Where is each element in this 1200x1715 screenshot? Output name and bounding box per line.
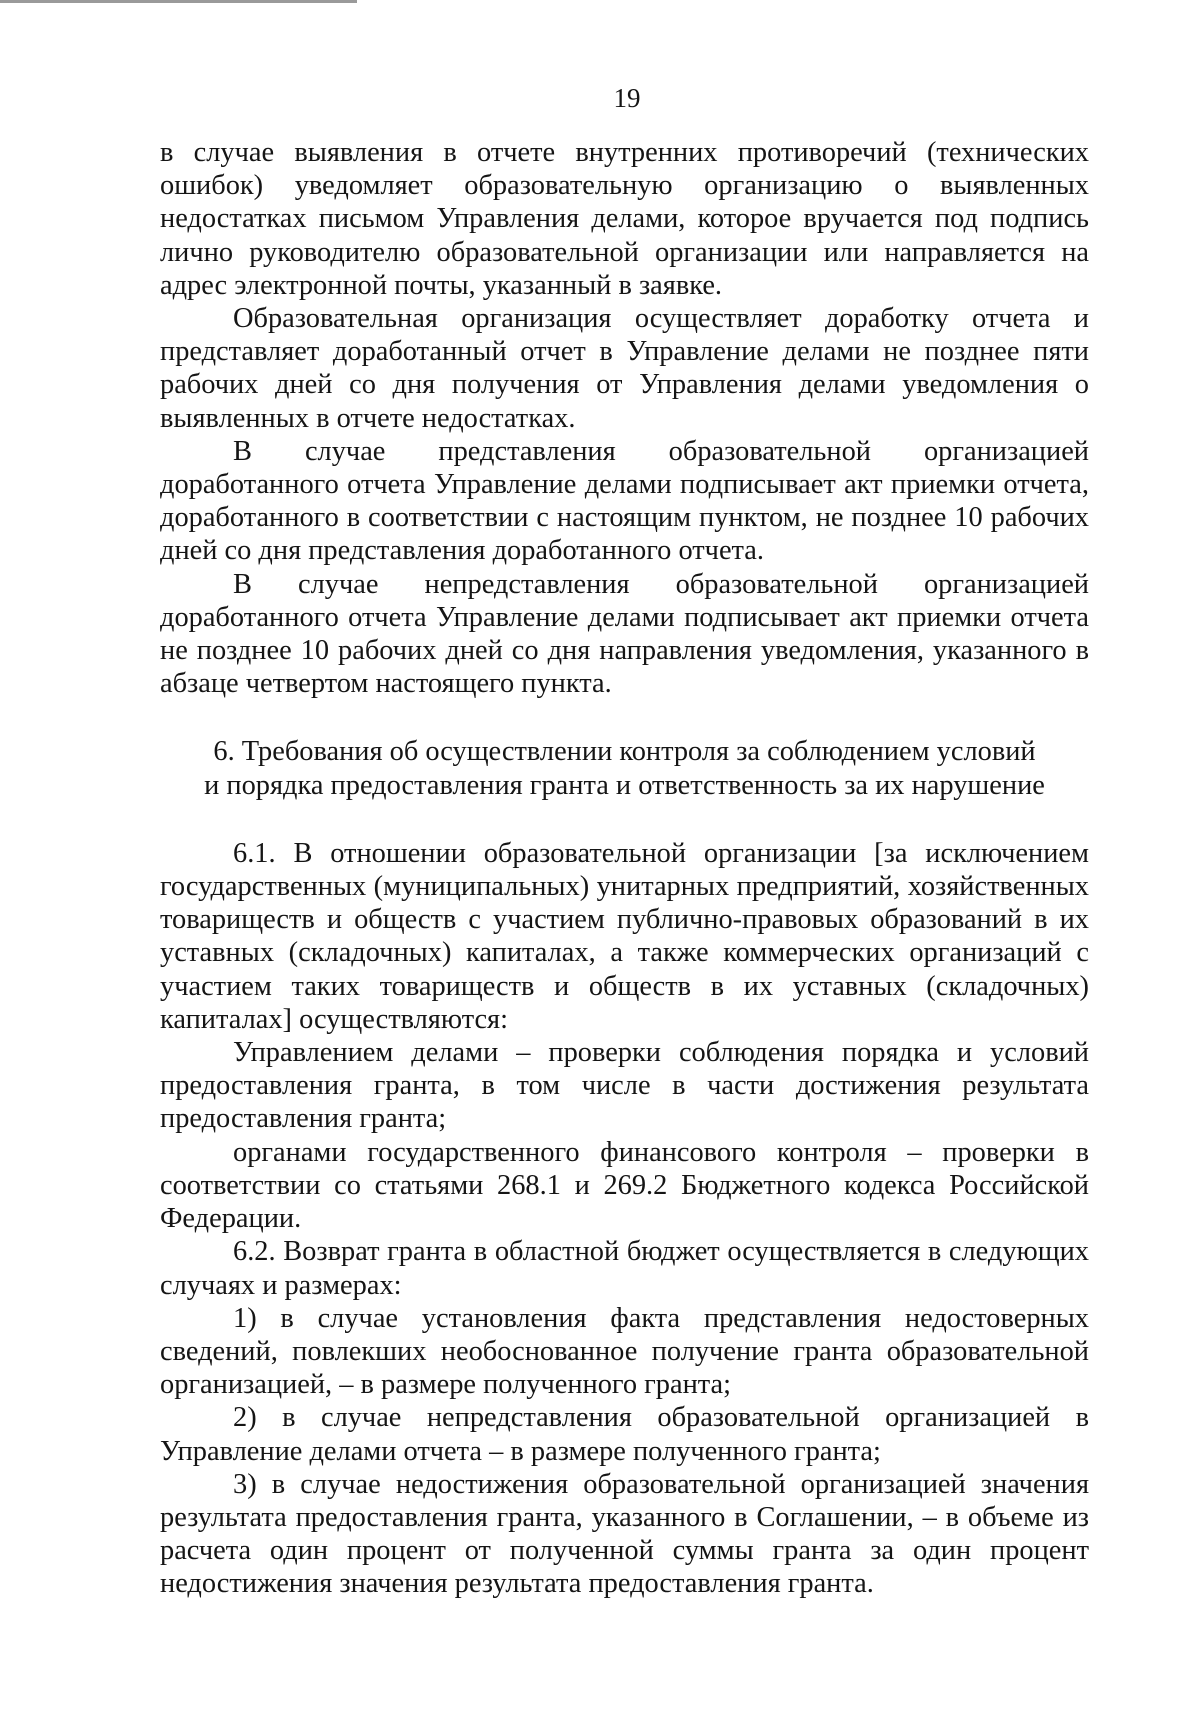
paragraph: органами государственного финансового контроля – проверки в соответствии со статьями 268.1 и 269.2 Бюджетного кодекса Российской Федерации.: [160, 1136, 1089, 1235]
paragraph: 6.2. Возврат гранта в областной бюджет осуществляется в следующих случаях и размерах:: [160, 1236, 1089, 1301]
paragraph: 2) в случае непредставления образовательной организацией в Управление делами отчета – в размере полученного гранта;: [160, 1402, 1089, 1467]
section-heading-line: 6. Требования об осуществлении контроля за соблюдением условий: [213, 736, 1036, 768]
document-body: [160, 136, 1089, 1601]
paragraph: в случае выявления в отчете внутренних противоречий (технических ошибок) уведомляет образовательную организацию о выявленных недостатках письмом Управления делами, которое вручается под подпись лично руководителю образовательной организации или направляется на адрес электронной почты, указанный в заявке.: [160, 137, 1089, 301]
paragraph: 3) в случае недостижения образовательной организацией значения результата предоставления гранта, указанного в Соглашении, – в объеме из расчета один процент от полученной суммы гранта за один процент недостижения значения результата предоставления гранта.: [160, 1468, 1089, 1600]
paragraph: В случае представления образовательной организацией доработанного отчета Управление делами подписывает акт приемки отчета, доработанного в соответствии с настоящим пунктом, не позднее 10 рабочих дней со дня представления доработанного отчета.: [160, 435, 1089, 567]
paragraph: Управлением делами – проверки соблюдения порядка и условий предоставления гранта, в том числе в части достижения результата предоставления гранта;: [160, 1037, 1089, 1135]
scan-edge-line: [0, 0, 357, 3]
paragraph: Образовательная организация осуществляет доработку отчета и представляет доработанный отчет в Управление делами не позднее пяти рабочих дней со дня получения от Управления делами уведомления о выявленных в отчете недостатках.: [160, 303, 1089, 434]
page-number: 19: [613, 83, 641, 113]
section-heading: [160, 735, 1089, 801]
paragraph: 1) в случае установления факта представления недостоверных сведений, повлекших необоснованное получение гранта образовательной организацией, – в размере полученного гранта;: [160, 1302, 1089, 1401]
paragraph: 6.1. В отношении образовательной организации [за исключением государственных (муниципальных) унитарных предприятий, хозяйственных товариществ и обществ с участием публично-правовых образований в их уставных (складочных) капиталах, а также коммерческих организаций с участием таких товариществ и обществ в их уставных (складочных) капиталах] осуществляются:: [160, 837, 1089, 1035]
paragraph: В случае непредставления образовательной организацией доработанного отчета Управление делами подписывает акт приемки отчета не позднее 10 рабочих дней со дня направления уведомления, указанного в абзаце четвертом настоящего пункта.: [160, 568, 1089, 700]
section-heading-line: и порядка предоставления гранта и ответственность за их нарушение: [204, 769, 1045, 801]
